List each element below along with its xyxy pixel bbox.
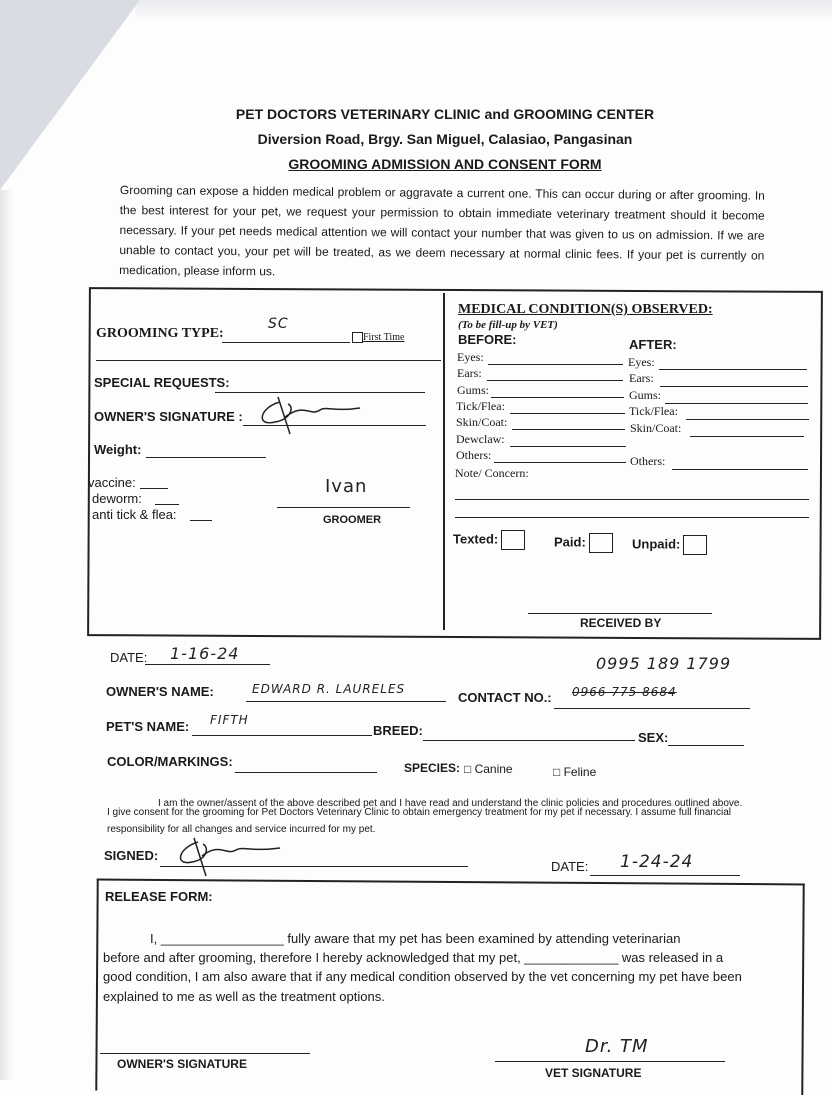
- color-field[interactable]: [235, 772, 377, 773]
- medical-subtitle: (To be fill-up by VET): [458, 319, 558, 331]
- received-by-field[interactable]: [528, 613, 712, 614]
- special-requests-label: SPECIAL REQUESTS:: [94, 375, 230, 390]
- unpaid-label: Unpaid:: [632, 536, 681, 552]
- form-title: GROOMING ADMISSION AND CONSENT FORM: [288, 156, 602, 172]
- vet-signature-value: Dr. TM: [585, 1036, 649, 1057]
- before-tick-field[interactable]: [510, 413, 625, 414]
- after-skin: Skin/Coat:: [630, 421, 682, 435]
- paid-label: Paid:: [554, 534, 586, 550]
- before-ears: Ears:: [457, 366, 482, 380]
- texted-label: Texted:: [453, 531, 499, 547]
- vet-signature-label: VET SIGNATURE: [545, 1066, 642, 1080]
- contact-field[interactable]: [554, 708, 750, 709]
- date2-label: DATE:: [551, 859, 589, 874]
- release-title: RELEASE FORM:: [105, 889, 213, 904]
- paid-checkbox[interactable]: [554, 533, 613, 553]
- date2-value: 1-24-24: [620, 852, 694, 872]
- species-label: SPECIES:: [404, 761, 461, 775]
- note-label: Note/ Concern:: [455, 466, 529, 480]
- contact-value: 0966 775 8684: [572, 685, 677, 699]
- release-line-3: good condition, I am also aware that if any medical condition observed by the vet concerning my pet have been: [103, 969, 742, 984]
- before-ears-field[interactable]: [487, 380, 623, 381]
- pet-name-field[interactable]: [192, 735, 372, 736]
- anti-tick-label: anti tick & flea:: [92, 507, 177, 522]
- anti-tick-field[interactable]: [190, 520, 212, 521]
- vet-signature-field[interactable]: [495, 1061, 725, 1062]
- before-dewclaw: Dewclaw:: [456, 432, 505, 446]
- unpaid-checkbox[interactable]: [632, 535, 707, 555]
- release-line-1: I, _________________ fully aware that my pet has been examined by attending veterinarian: [150, 931, 681, 946]
- after-others-field[interactable]: [672, 469, 808, 470]
- vaccine-field[interactable]: [140, 488, 168, 489]
- before-gums: Gums:: [457, 383, 490, 397]
- after-tick: Tick/Flea:: [629, 404, 678, 418]
- grooming-type-value: SC: [268, 316, 289, 332]
- release-line-2: before and after grooming, therefore I hereby acknowledged that my pet, _____________ was released in a: [103, 950, 724, 965]
- before-skin-field[interactable]: [512, 429, 625, 430]
- received-by-label: RECEIVED BY: [580, 616, 662, 630]
- signed-signature-scribble: [170, 834, 290, 879]
- pet-name-value: FIFTH: [210, 713, 249, 727]
- date-field[interactable]: [145, 664, 270, 665]
- species-canine-option[interactable]: □ Canine: [464, 762, 513, 776]
- after-ears: Ears:: [629, 371, 654, 385]
- consent-line-2: I give consent for the grooming for Pet Doctors Veterinary Clinic to obtain emergency treatment for my pet if necessary. I assume full financial: [107, 807, 731, 818]
- release-line-4: explained to me as well as the treatment options.: [103, 989, 385, 1004]
- consent-line-1: I am the owner/assent of the above described pet and I have read and understand the clinic policies and procedures outlined above.: [158, 798, 743, 809]
- grooming-type-extra-line[interactable]: [96, 360, 441, 361]
- before-gums-field[interactable]: [491, 397, 624, 398]
- breed-label: BREED:: [373, 723, 423, 738]
- weight-field[interactable]: [146, 457, 266, 458]
- before-eyes: Eyes:: [457, 350, 484, 364]
- alt-contact-value: 0995 189 1799: [596, 654, 732, 673]
- owner-name-value: EDWARD R. LAURELES: [252, 682, 406, 696]
- after-tick-field[interactable]: [686, 419, 809, 420]
- owner-signature-release-field[interactable]: [100, 1053, 310, 1054]
- sex-field[interactable]: [668, 745, 744, 746]
- owner-name-field[interactable]: [246, 701, 446, 702]
- clinic-name: PET DOCTORS VETERINARY CLINIC and GROOMING CENTER: [235, 106, 655, 122]
- after-ears-field[interactable]: [660, 386, 808, 387]
- scan-edge-left: [0, 190, 14, 1080]
- owner-signature-label: OWNER'S SIGNATURE :: [94, 409, 243, 424]
- groomer-field[interactable]: [277, 507, 410, 508]
- medical-title: MEDICAL CONDITION(S) OBSERVED:: [458, 302, 713, 317]
- date-value: 1-16-24: [170, 644, 240, 663]
- note-line-1[interactable]: [455, 499, 809, 500]
- before-dewclaw-field[interactable]: [510, 446, 626, 447]
- after-eyes-field[interactable]: [659, 369, 807, 370]
- grooming-type-label: GROOMING TYPE:: [96, 326, 224, 341]
- color-label: COLOR/MARKINGS:: [107, 754, 233, 769]
- after-heading: AFTER:: [629, 337, 677, 352]
- before-tick: Tick/Flea:: [456, 399, 505, 413]
- breed-field[interactable]: [423, 740, 635, 741]
- after-eyes: Eyes:: [628, 355, 655, 369]
- pet-name-label: PET'S NAME:: [106, 719, 190, 734]
- scan-edge: [135, 0, 832, 22]
- signed-label: SIGNED:: [104, 848, 159, 863]
- date-label: DATE:: [110, 650, 148, 665]
- before-skin: Skin/Coat:: [456, 415, 508, 429]
- after-others: Others:: [630, 454, 666, 468]
- species-feline-option[interactable]: □ Feline: [553, 765, 597, 779]
- owner-signature-scribble: [250, 392, 370, 437]
- grooming-type-field[interactable]: [222, 342, 350, 343]
- first-time-label: First Time: [363, 332, 405, 343]
- consent-line-3: responsibility for all changes and service incurred for my pet.: [107, 824, 376, 835]
- before-eyes-field[interactable]: [488, 364, 623, 365]
- box-divider: [443, 293, 445, 630]
- owner-name-label: OWNER'S NAME:: [106, 684, 214, 699]
- groomer-label: GROOMER: [323, 514, 382, 526]
- intro-paragraph: Grooming can expose a hidden medical problem or aggravate a current one. This can occur during or after grooming. In the best interest for your pet, we request your permission to obtain immediate veterinary treatment should it become necessary. If your pet needs medical attention we will contact your number that was given to us on admission. If we are unable to contact you, your pet will be treated, as we deem necessary at normal clinic fees. If your pet is currently on medication, please inform us.: [119, 182, 765, 279]
- deworm-label: deworm:: [92, 491, 142, 506]
- sex-label: SEX:: [638, 730, 669, 745]
- contact-label: CONTACT NO.:: [458, 690, 552, 705]
- deworm-field[interactable]: [155, 504, 179, 505]
- before-others-field[interactable]: [494, 462, 626, 463]
- groomer-name: Ivan: [325, 476, 368, 497]
- before-others: Others:: [456, 448, 492, 462]
- date2-field[interactable]: [590, 875, 740, 876]
- before-heading: BEFORE:: [458, 332, 517, 347]
- after-gums-field[interactable]: [665, 403, 808, 404]
- folded-corner: [0, 0, 140, 190]
- after-skin-field[interactable]: [690, 436, 804, 437]
- vaccine-label: vaccine:: [88, 475, 136, 490]
- after-gums: Gums:: [629, 388, 662, 402]
- weight-label: Weight:: [94, 442, 142, 457]
- clinic-address: Diversion Road, Brgy. San Miguel, Calasiao, Pangasinan: [257, 131, 633, 147]
- texted-checkbox[interactable]: [453, 530, 525, 550]
- first-time-checkbox[interactable]: [352, 332, 404, 343]
- owner-signature-release-label: OWNER'S SIGNATURE: [117, 1057, 247, 1071]
- note-line-2[interactable]: [455, 517, 809, 518]
